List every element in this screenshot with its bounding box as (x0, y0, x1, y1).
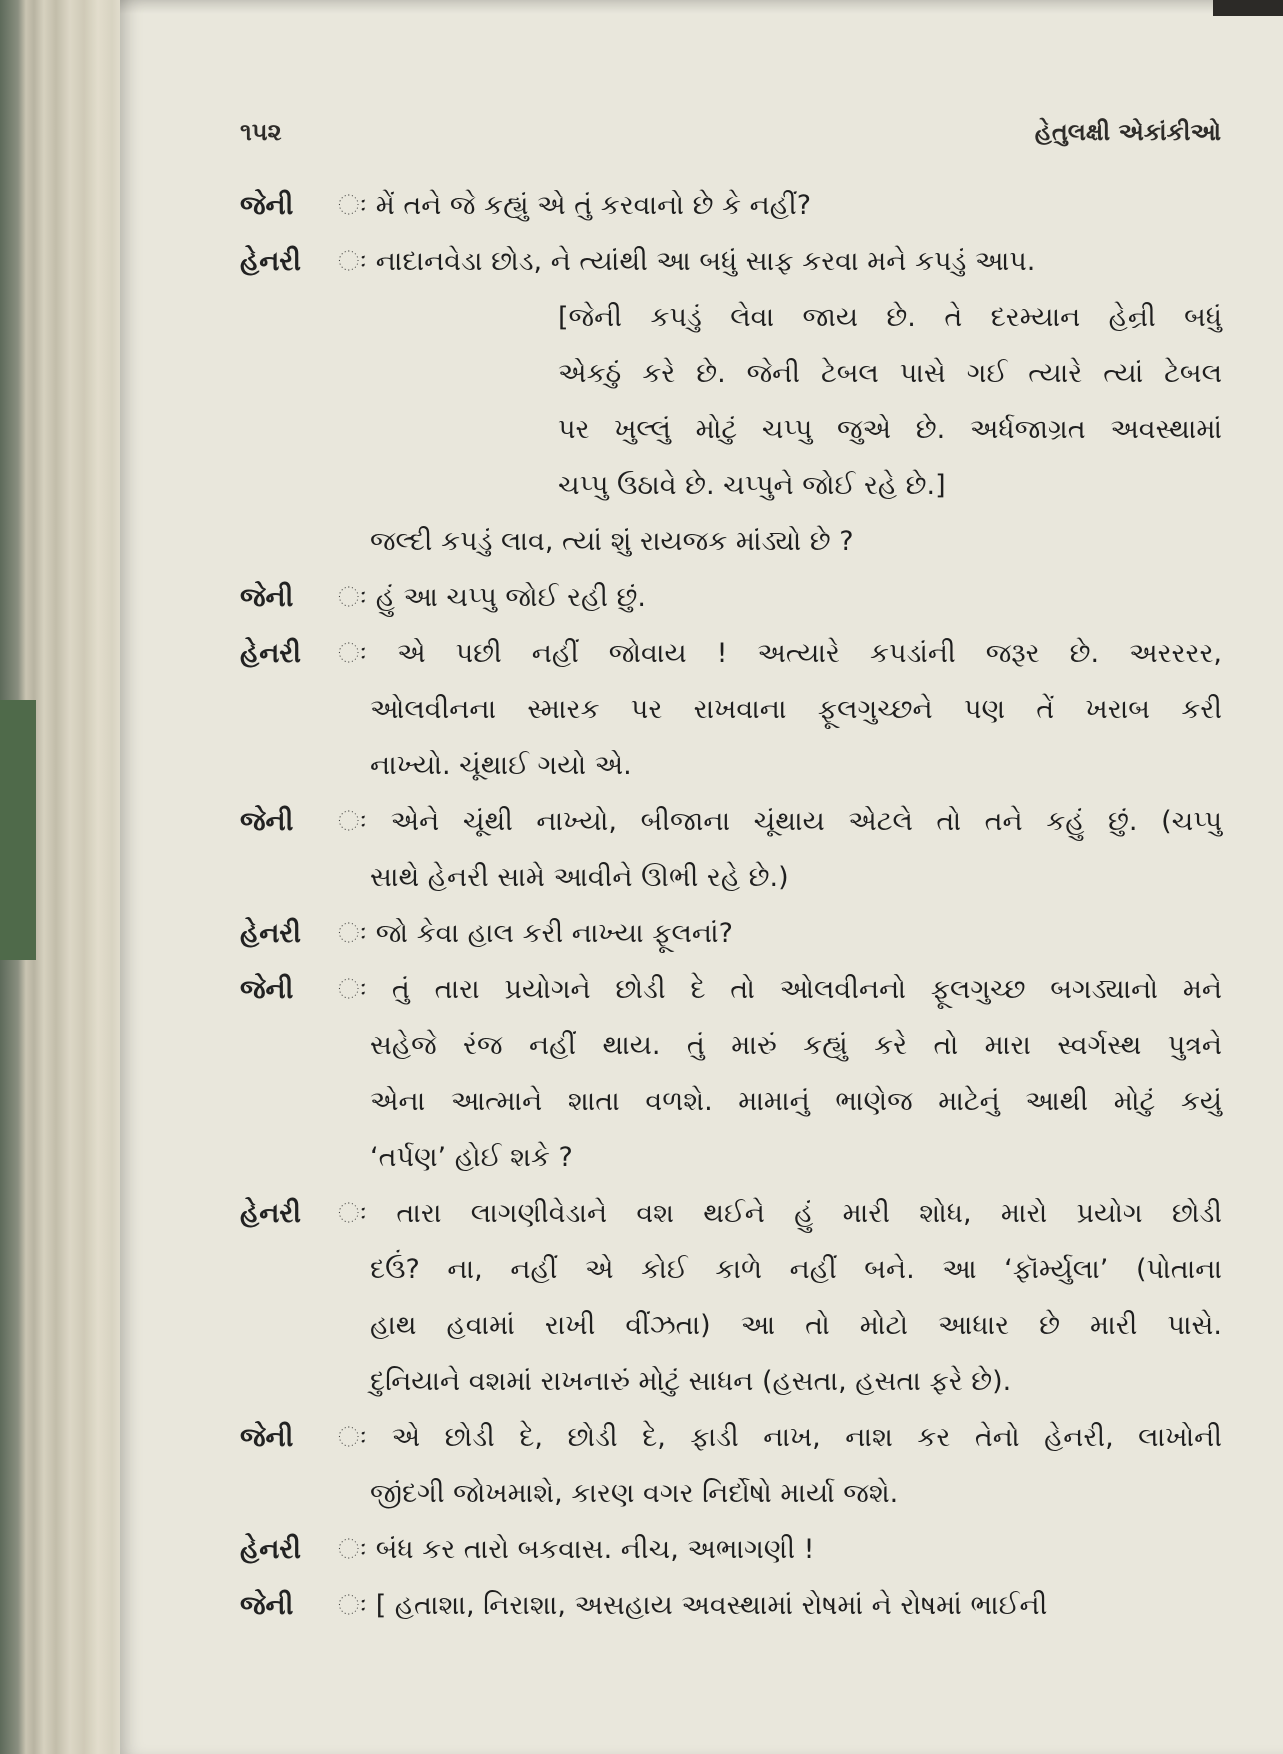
speaker-name: જેની (240, 806, 294, 837)
dialogue-entry (240, 626, 1222, 794)
speech-line: ઃ જો કેવા હાલ કરી નાખ્યા ફૂલનાં? (338, 918, 733, 949)
stage-direction-line: એકઠું કરે છે. જેની ટેબલ પાસે ગઈ ત્યારે ત્યાં ટેબલ (558, 358, 1222, 389)
speech-line: નાખ્યો. ચૂંથાઈ ગયો એ. (370, 750, 632, 781)
dialogue-entry (240, 794, 1222, 906)
running-head: હેતુલક્ષી એકાંકીઓ (1034, 118, 1221, 146)
speech-text (338, 178, 1222, 234)
dialogue-entry (240, 570, 1222, 626)
stage-direction-line: ચપ્પુ ઉઠાવે છે. ચપ્પુને જોઈ રહે છે.] (558, 470, 946, 501)
speech-line: ઃ મેં તને જે કહ્યું એ તું કરવાનો છે કે નહીં? (338, 190, 812, 221)
speech-text (338, 570, 1222, 626)
page-top-shadow (120, 0, 1283, 14)
page-stack-edges (0, 0, 140, 1754)
stage-direction (558, 290, 1222, 514)
page-number: ૧૫૨ (240, 118, 282, 146)
background-corner (1213, 0, 1283, 16)
speaker-name: હેનરી (240, 246, 301, 277)
speech-line: દઉં? ના, નહીં એ કોઈ કાળે નહીં બને. આ ‘ફૉર્મ્યુલા’ (પોતાના (370, 1254, 1222, 1285)
speech-line: એના આત્માને શાતા વળશે. મામાનું ભાણેજ માટેનું આથી મોટું કયું (370, 1086, 1222, 1117)
speaker-name: જેની (240, 1422, 294, 1453)
speaker-name: જેની (240, 1590, 294, 1621)
speaker-name: હેનરી (240, 1198, 301, 1229)
dialogue-entry (240, 1410, 1222, 1522)
speech-text (338, 1186, 1222, 1410)
speaker-name: હેનરી (240, 918, 301, 949)
stage-direction-line: [જેની કપડું લેવા જાય છે. તે દરમ્યાન હેન્રી બધું (558, 302, 1222, 333)
speech-line: ઓલવીનના સ્મારક પર રાખવાના ફૂલગુચ્છને પણ તેં ખરાબ કરી (370, 694, 1222, 725)
book-cover-edge (0, 700, 36, 960)
speech-line: ઃ એને ચૂંથી નાખ્યો, બીજાના ચૂંથાય એટલે તો તને કહું છું. (ચપ્પુ (338, 806, 1222, 837)
stage-direction-line: પર ખુલ્લું મોટું ચપ્પુ જુએ છે. અર્ધજાગ્રત અવસ્થામાં (558, 414, 1222, 445)
speech-text (338, 962, 1222, 1186)
speaker-name: જેની (240, 974, 294, 1005)
speech-line: દુનિયાને વશમાં રાખનારું મોટું સાધન (હસતા, હસતા ફરે છે). (370, 1366, 1012, 1397)
speech-line: ‘તર્પણ’ હોઈ શકે ? (370, 1142, 573, 1173)
speech-line: જલ્દી કપડું લાવ, ત્યાં શું રાયજક માંડ્યો છે ? (370, 526, 854, 557)
speech-line: સાથે હેનરી સામે આવીને ઊભી રહે છે.) (370, 862, 789, 893)
speaker-name: હેનરી (240, 638, 301, 669)
speech-text (338, 626, 1222, 794)
speech-text (338, 234, 1222, 570)
speech-line: ઃ તારા લાગણીવેડાને વશ થઈને હું મારી શોધ, મારો પ્રયોગ છોડી (338, 1198, 1222, 1229)
dialogue-entry (240, 962, 1222, 1186)
speaker-name: જેની (240, 582, 294, 613)
speech-text (338, 1522, 1222, 1578)
speech-line: ઃ નાદાનવેડા છોડ, ને ત્યાંથી આ બધું સાફ કરવા મને કપડું આપ. (338, 246, 1036, 277)
speech-text (338, 1410, 1222, 1522)
speech-line: ઃ તું તારા પ્રયોગને છોડી દે તો ઓલવીનનો ફૂલગુચ્છ બગડ્યાનો મને (338, 974, 1222, 1005)
speech-text (338, 1578, 1222, 1634)
speech-line: જીંદગી જોખમાશે, કારણ વગર નિર્દોષો માર્યા જશે. (370, 1478, 899, 1509)
speech-line: ઃ [ હતાશા, નિરાશા, અસહાય અવસ્થામાં રોષમાં ને રોષમાં ભાઈની (338, 1590, 1048, 1621)
speaker-name: જેની (240, 190, 294, 221)
speech-line: સહેજે રંજ નહીં થાય. તું મારું કહ્યું કરે તો મારા સ્વર્ગસ્થ પુત્રને (370, 1030, 1222, 1061)
dialogue-entry (240, 1522, 1222, 1578)
dialogue-entry (240, 906, 1222, 962)
dialogue-entry (240, 1578, 1222, 1634)
speech-line: ઃ બંધ કર તારો બકવાસ. નીચ, અભાગણી ! (338, 1534, 815, 1565)
speech-text (338, 794, 1222, 906)
dialogue-entry (240, 234, 1222, 570)
speech-line: ઃ હું આ ચપ્પુ જોઈ રહી છું. (338, 582, 646, 613)
speech-text (338, 906, 1222, 962)
speech-line: હાથ હવામાં રાખી વીંઝતા) આ તો મોટો આધાર છે મારી પાસે. (370, 1310, 1222, 1341)
dialogue-block (240, 178, 1222, 1634)
speaker-name: હેનરી (240, 1534, 301, 1565)
dialogue-entry (240, 178, 1222, 234)
speech-line: ઃ એ પછી નહીં જોવાય ! અત્યારે કપડાંની જરૂર છે. અરરરર, (338, 638, 1222, 669)
speech-line: ઃ એ છોડી દે, છોડી દે, ફાડી નાખ, નાશ કર તેનો હેનરી, લાખોની (338, 1422, 1222, 1453)
dialogue-entry (240, 1186, 1222, 1410)
